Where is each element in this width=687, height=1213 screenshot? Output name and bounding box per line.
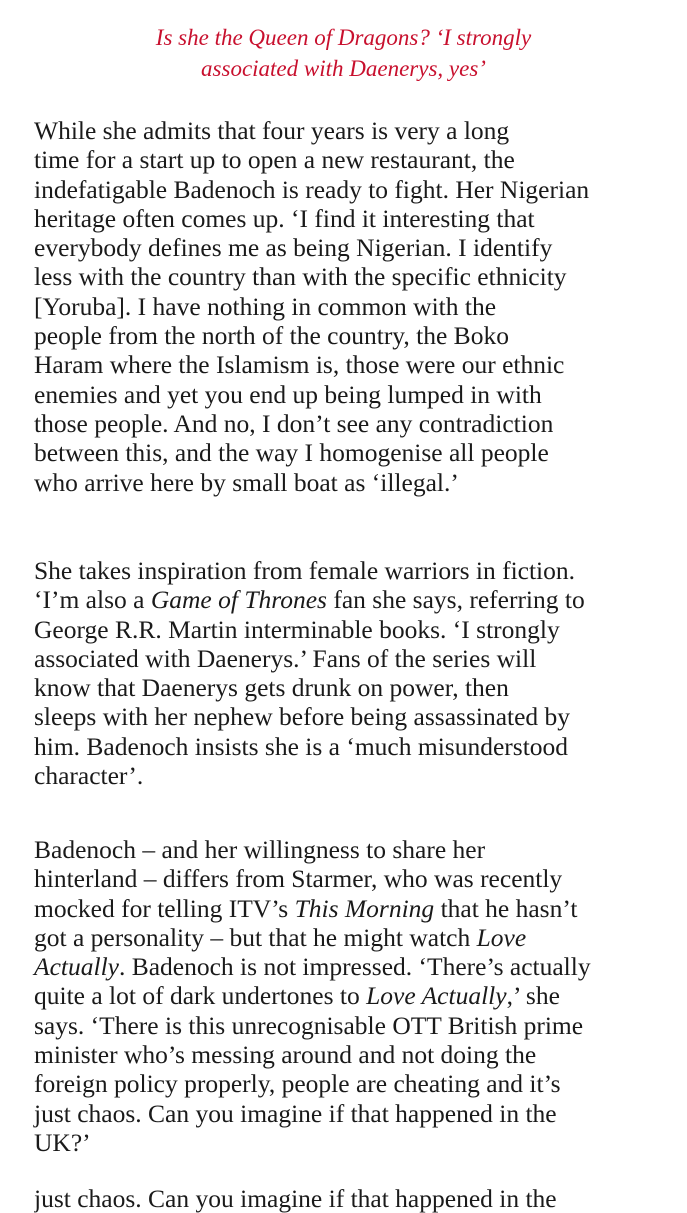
text-line: UK?’ bbox=[34, 1127, 91, 1157]
text-line: people from the north of the country, the Boko bbox=[34, 321, 509, 351]
article-paragraph-1 bbox=[34, 116, 674, 497]
film-title-love-actually: Actually bbox=[34, 952, 119, 982]
text-line: who arrive here by small boat as ‘illegal.’ bbox=[34, 467, 459, 497]
text-line: less with the country than with the specific ethnicity bbox=[34, 262, 567, 292]
text-line: indefatigable Badenoch is ready to fight. Her Nigerian bbox=[34, 174, 590, 204]
article-paragraph-2 bbox=[34, 556, 674, 790]
text-line: just chaos. Can you imagine if that happened in the bbox=[34, 1098, 557, 1128]
film-title-love-actually: Love bbox=[476, 922, 527, 952]
text-line: associated with Daenerys.’ Fans of the series will bbox=[34, 643, 537, 673]
text-segment: fan she says, referring to bbox=[326, 585, 585, 615]
book-title-game-of-thrones: Game of Thrones bbox=[150, 585, 327, 615]
text-line: Badenoch – and her willingness to share her bbox=[34, 835, 486, 864]
text-line bbox=[34, 981, 674, 1010]
text-segment: ‘I’m also a bbox=[34, 585, 151, 615]
text-line: between this, and the way I homogenise all people bbox=[34, 438, 549, 468]
pull-quote-line: associated with Daenerys, yes’ bbox=[201, 56, 486, 81]
show-title-this-morning: This Morning bbox=[294, 893, 435, 923]
text-line: heritage often comes up. ‘I find it interesting that bbox=[34, 203, 535, 233]
pull-quote bbox=[100, 22, 587, 84]
text-line: [Yoruba]. I have nothing in common with the bbox=[34, 291, 497, 321]
text-line: time for a start up to open a new restaurant, the bbox=[34, 145, 515, 175]
text-line: him. Badenoch insists she is a ‘much misunderstood bbox=[34, 731, 569, 761]
cut-off-text-line: just chaos. Can you imagine if that happened in the bbox=[34, 1184, 557, 1213]
text-segment: quite a lot of dark undertones to bbox=[34, 981, 367, 1011]
text-line: know that Daenerys gets drunk on power, then bbox=[34, 673, 509, 703]
text-line: minister who’s messing around and not doing the bbox=[34, 1040, 537, 1070]
text-segment: ,’ she bbox=[506, 981, 560, 1011]
text-line: character’. bbox=[34, 761, 144, 791]
text-line: says. ‘There is this unrecognisable OTT British prime bbox=[34, 1010, 584, 1040]
text-line: foreign policy properly, people are cheating and it’s bbox=[34, 1069, 561, 1099]
text-line: hinterland – differs from Starmer, who was recently bbox=[34, 864, 563, 894]
text-line bbox=[34, 894, 674, 923]
text-segment: . Badenoch is not impressed. ‘There’s actually bbox=[118, 952, 591, 982]
text-line: everybody defines me as being Nigerian. I identify bbox=[34, 233, 553, 263]
text-line: While she admits that four years is very a long bbox=[34, 116, 510, 145]
text-line: those people. And no, I don’t see any contradiction bbox=[34, 408, 554, 438]
text-line: George R.R. Martin interminable books. ‘I strongly bbox=[34, 614, 560, 644]
text-line: enemies and yet you end up being lumped in with bbox=[34, 379, 542, 409]
text-line bbox=[34, 923, 674, 952]
text-segment: mocked for telling ITV’s bbox=[34, 893, 295, 923]
text-line: sleeps with her nephew before being assassinated by bbox=[34, 702, 571, 732]
text-line: She takes inspiration from female warriors in fiction. bbox=[34, 556, 576, 585]
text-line: Haram where the Islamism is, those were our ethnic bbox=[34, 350, 565, 380]
text-segment: that he hasn’t bbox=[434, 893, 578, 923]
pull-quote-line: Is she the Queen of Dragons? ‘I strongly bbox=[155, 25, 532, 50]
text-line bbox=[34, 952, 674, 981]
text-line bbox=[34, 585, 674, 614]
text-segment: got a personality – but that he might watch bbox=[34, 922, 477, 952]
article-paragraph-3 bbox=[34, 835, 674, 1157]
film-title-love-actually: Love Actually bbox=[366, 981, 507, 1011]
